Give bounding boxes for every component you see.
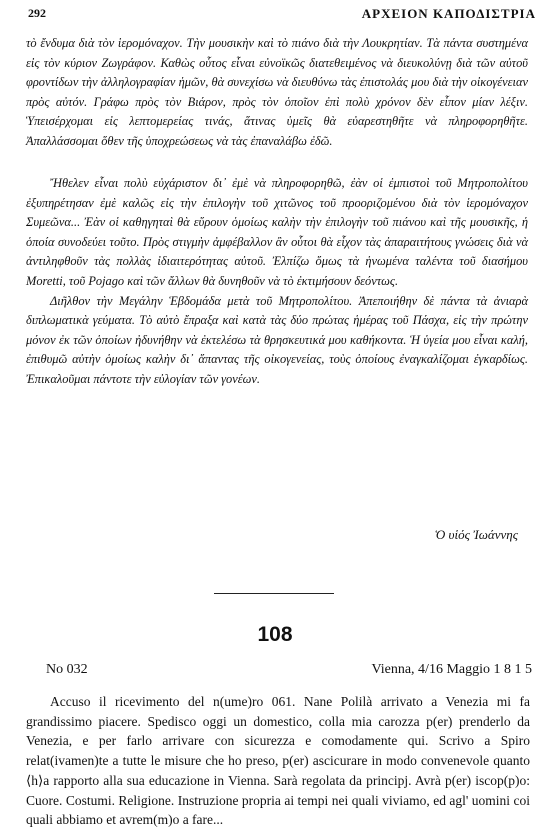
letter-reference: No 032 [46, 662, 88, 677]
letter-place-date: Vienna, 4/16 Maggio 1 8 1 5 [371, 662, 532, 677]
page-number: 292 [28, 6, 46, 20]
signature: Ὁ υἱός Ἰωάννης [434, 527, 518, 542]
greek-paragraph-2: Ἤθελεν εἶναι πολὺ εὐχάριστον δι᾽ ἐμὲ νὰ πληροφορηθῶ, ἐὰν οἱ ἐμπιστοὶ τοῦ Μητροπολίτου ἐξυπηρέτησαν ἐμὲ καλῶς εἰς τὴν ἐπιλογὴν τοῦ χιτῶνος τοῦ προοριζομένου διὰ τὸν ἱερομόναχον Συμεῶνα... Ἐὰν οἱ καθηγηταὶ θὰ εὕρουν ὁμοίως καλὴν τὴν ἐπιλογὴν τοῦ πιάνου καὶ τῆς μουσικῆς, ἡ ὁποία συνοδεύει τοῦτο. Πρὸς στιγμὴν ἀμφέβαλλον ἂν οὗτοι θὰ εἶχον τὰς ἀπαραιτήτους γνώσεις διὰ νὰ ἀντιληφθοῦν τὰς πολλὰς ἰδιαιτερότητας αὐτοῦ. Ἐλπίζω ὅμως τὰ ἡνωμένα ταλέντα τοῦ διασήμου Moretti, τοῦ Pojago καὶ τῶν ἄλλων θὰ δυνηθοῦν νὰ τὸ ἐκτιμήσουν δεόντως. [26, 176, 528, 288]
section-divider [214, 593, 334, 594]
letter-number: 108 [257, 623, 293, 646]
page-header [28, 6, 536, 26]
greek-paragraph-1: τὸ ἔνδυμα διὰ τὸν ἱερομόναχον. Τὴν μουσικὴν καὶ τὸ πιάνο διὰ τὴν Λουκρητίαν. Τὰ πάντα συστημένα εἰς τὸν κύριον Ζωγράφον. Καθὼς οὗτος εἶναι εὐνοϊκῶς διατεθειμένος νὰ διευκολύνῃ διὰ τῶν αὐτοῦ φροντίδων τὴν ἀλληλογραφίαν ἡμῶν, θὰ συνεχίσω νὰ διευθύνω τὰς ἐπιστολάς μου διὰ τὴν οἰκογένειαν πρὸς αὐτόν. Γράφω πρὸς τὸν Βιάρον, πρὸς τὸν ὁποῖον ἐπὶ πολὺ χρόνον δὲν εἶπον μίαν λέξιν. Ὑπεισέρχομαι εἰς λεπτομερείας τινάς, ἅτινας ὑμεῖς θὰ εὐαρεστηθῆτε νὰ πληροφορηθῆτε. Ἀπαλλάσσομαι ὅθεν τῆς ὑποχρεώσεως νὰ τὰς ἐπαναλάβω ἐδῶ. [26, 36, 528, 148]
italian-letter-text: Accuso il ricevimento del n(ume)ro 061. Nane Polilà arrivato a Venezia mi fa grandissimo piacere. Spedisco oggi un domestico, colla mia carozza p(er) prenderlo da Venezia, e per farlo arrivare con sicurezza e comodamente qui. Scrivo a Spiro relat(ivamen)te a tutte le misure che ho preso, p(er) ascicurare in modo convenevole quanto ⟨h⟩a rapporto alla sua educazione in Vienna. Sarà regolata da principj. Avrà p(er) iscop(p)o: Cuore. Costumi. Religione. Instruzione propria ai tempi nei quali viviamo, ed agl' uomini coi quali abbiamo et avrem(m)o a fare... [26, 694, 530, 828]
greek-letter-text [26, 34, 528, 390]
running-title: ΑΡΧΕΙΟΝ ΚΑΠΟΔΙΣΤΡΙΑ [361, 6, 536, 21]
greek-paragraph-3: Διῆλθον τὴν Μεγάλην Ἑβδομάδα μετὰ τοῦ Μητροπολίτου. Ἀπεποιήθην δὲ πάντα τὰ ἀνιαρὰ διπλωματικὰ γεύματα. Τὸ αὐτὸ ἔπραξα καὶ κατὰ τὰς δύο πρώτας ἡμέρας τοῦ Πάσχα, εἰς τὴν πρώτην μόνον ἐκ τῶν ὁποίων ἠδυνήθην νὰ ἐκτελέσω τὰ θρησκευτικά μου καθήκοντα. Ἡ ὑγεία μου εἶναι καλή, ἐπιθυμῶ αὐτὴν ὁμοίως καλὴν δι᾽ ἅπαντας τῆς οἰκογενείας, τοὺς ὁποίους ἐναγκαλίζομαι ἐγκαρδίως. Ἐπικαλοῦμαι πάντοτε τὴν εὐλογίαν τῶν γονέων. [26, 293, 528, 386]
